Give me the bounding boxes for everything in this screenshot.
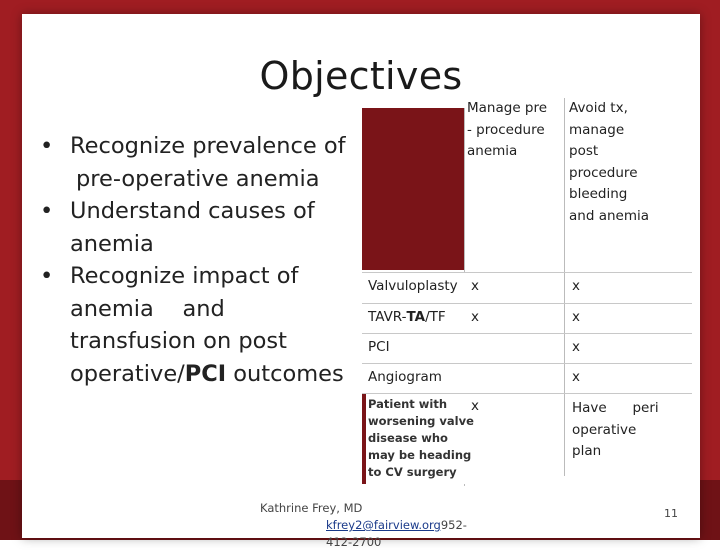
row-label-line: disease who — [368, 431, 448, 445]
bullet-bold-text: PCI — [184, 360, 227, 387]
row-label: Angiogram — [368, 369, 442, 385]
bullet-icon: • — [40, 133, 54, 159]
bullet-text: outcomes — [226, 360, 344, 387]
header-corner-cell — [362, 108, 465, 270]
header-line: procedure — [569, 164, 638, 181]
row-label — [368, 309, 446, 325]
table-row — [362, 333, 692, 363]
footer-email-line — [260, 517, 467, 534]
row-label-line: to CV surgery — [368, 465, 457, 479]
cell-manage-pre: x — [471, 309, 479, 325]
footer-email-link[interactable]: kfrey2@fairview.org — [326, 518, 441, 532]
bullet-line: pre-operative anemia — [76, 165, 320, 192]
header-line: post — [569, 143, 599, 159]
cell-avoid-tx: x — [572, 278, 580, 294]
header-line: and anemia — [569, 207, 649, 224]
row-label-line: may be heading — [368, 448, 472, 462]
cell-manage-pre: x — [471, 278, 479, 294]
bullet-line: Understand causes of — [70, 198, 315, 224]
row-label-text: TAVR- — [368, 309, 407, 325]
row-label: Valvuloplasty — [368, 278, 458, 294]
bullet-item — [30, 260, 370, 390]
cell-manage-pre: x — [471, 398, 479, 414]
row-label-text: /TF — [425, 309, 446, 325]
table-row — [362, 393, 692, 484]
footer-phone-line: 412-2700 — [326, 535, 382, 549]
objectives-list — [30, 130, 370, 390]
row-label — [368, 396, 474, 481]
table-row — [362, 363, 692, 393]
table-row — [362, 303, 692, 333]
cell-avoid-tx — [572, 398, 659, 463]
bullet-item — [30, 195, 370, 260]
cell-line: Have peri — [572, 400, 659, 416]
header-line: manage — [569, 121, 625, 138]
cell-avoid-tx: x — [572, 369, 580, 385]
footer-author: Kathrine Frey, MD — [260, 501, 363, 515]
header-line: bleeding — [569, 186, 628, 202]
bullet-line: anemia and — [70, 295, 225, 322]
cell-line: plan — [572, 443, 602, 459]
footer-phone: 952- — [440, 518, 467, 532]
bullet-item — [30, 130, 370, 195]
bullet-line — [70, 358, 370, 391]
row-label-bold-text: TA — [406, 309, 426, 325]
footer-contact — [260, 500, 467, 551]
row-label-line: worsening valve — [368, 414, 474, 428]
header-cell-manage-pre — [465, 98, 568, 270]
header-line: Manage pre — [467, 100, 548, 116]
header-cell-avoid-tx — [567, 98, 666, 270]
bullet-line: Recognize impact of — [70, 263, 299, 289]
row-label: PCI — [368, 339, 390, 355]
cell-line: operative — [572, 421, 637, 438]
header-line: Avoid tx, — [569, 100, 628, 116]
slide — [22, 14, 700, 549]
page-number: 11 — [664, 507, 678, 520]
table-row — [362, 272, 692, 303]
bullet-line: transfusion on post — [70, 328, 287, 354]
slide-title: Objectives — [259, 54, 463, 98]
header-line: - procedure — [467, 121, 545, 138]
cell-avoid-tx: x — [572, 339, 580, 355]
row-accent-bar — [362, 394, 366, 484]
row-label-line: Patient with — [368, 397, 448, 411]
bullet-icon: • — [40, 263, 54, 289]
header-line: anemia — [467, 143, 518, 159]
bullet-text: operative/ — [70, 360, 185, 387]
bullet-icon: • — [40, 198, 54, 224]
bullet-line: Recognize prevalence of — [70, 133, 346, 159]
bullet-line: anemia — [70, 230, 154, 257]
cell-avoid-tx: x — [572, 309, 580, 325]
table-header — [362, 98, 692, 270]
